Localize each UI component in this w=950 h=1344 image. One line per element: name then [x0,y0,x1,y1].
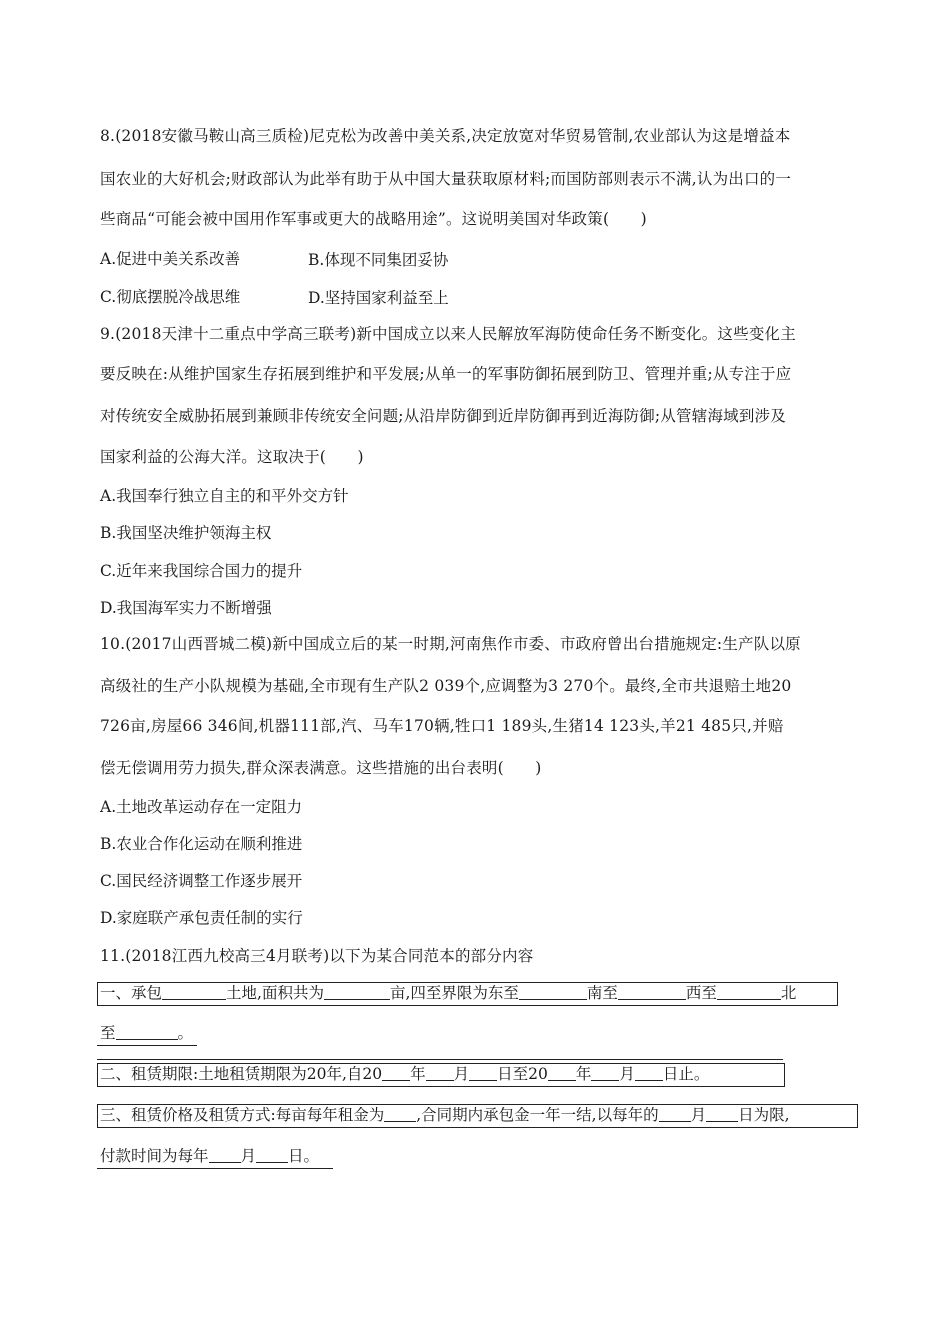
s2-text-a: 二、租赁期限:土地租赁期限为20年,自20 [100,1065,383,1083]
s2-text-d: 日至20 [497,1065,548,1083]
west-blank[interactable] [717,984,781,1000]
q8-line-3: 些商品“可能会被中国用作军事或更大的战略用途”。这说明美国对华政策( ) [100,210,647,228]
q10-line-1: 10.(2017山西晋城二模)新中国成立后的某一时期,河南焦作市委、市政府曾出台措施规定:生产队以原 [100,635,801,653]
s3-text-e: 付款时间为每年 [100,1147,209,1165]
north-blank[interactable] [116,1024,178,1040]
contract-section-1-line-2 [100,1022,193,1044]
s2-text-b: 年 [410,1065,426,1083]
s2-text-e: 年 [575,1065,592,1083]
q9-option-b: B.我国坚决维护领海主权 [100,524,272,542]
s1-text-d: 南至 [586,984,618,1002]
s2-text-c: 月 [453,1065,470,1083]
s2-text-f: 月 [619,1065,635,1083]
q10-option-d: D.家庭联产承包责任制的实行 [100,909,303,927]
q10-option-b: B.农业合作化运动在顺利推进 [100,835,303,853]
section-2-top-rule [97,1059,783,1060]
rent-blank[interactable] [384,1106,416,1122]
q10-option-a: A.土地改革运动存在一定阻力 [100,798,303,816]
s3-text-b: ,合同期内承包金一年一结,以每年的 [416,1106,659,1124]
s1-text-e: 西至 [685,984,717,1002]
s3-text-f: 月 [240,1147,257,1165]
end-year-blank[interactable] [548,1065,576,1081]
s3-text-d: 日为限, [738,1106,790,1124]
deadline-day-blank[interactable] [706,1106,738,1122]
q8-line-1: 8.(2018安徽马鞍山高三质检)尼克松为改善中美关系,决定放宽对华贸易管制,农业部认为这是增益本 [100,127,791,145]
s3-text-a: 三、租赁价格及租赁方式:每亩每年租金为 [100,1106,385,1124]
s1-text-g: 至 [100,1024,116,1042]
q9-option-c: C.近年来我国综合国力的提升 [100,562,303,580]
q10-line-2: 高级社的生产小队规模为基础,全市现有生产队2 039个,应调整为3 270个。最终,全市共退赔土地20 [100,677,792,695]
s3-text-c: 月 [690,1106,707,1124]
section-1-underline [97,1045,197,1046]
south-blank[interactable] [618,984,686,1000]
q8-option-d: D.坚持国家利益至上 [308,289,449,307]
q11-line-1: 11.(2018江西九校高三4月联考)以下为某合同范本的部分内容 [100,947,534,965]
q10-line-4: 偿无偿调用劳力损失,群众深表满意。这些措施的出台表明( ) [100,759,542,777]
start-year-blank[interactable] [382,1065,410,1081]
end-month-blank[interactable] [591,1065,619,1081]
pay-day-blank[interactable] [256,1147,288,1163]
s1-text-b: 土地,面积共为 [226,984,324,1002]
s1-text-a: 一、承包 [100,984,163,1002]
area-blank[interactable] [324,984,390,1000]
section-3-underline [97,1168,333,1169]
start-day-blank[interactable] [469,1065,497,1081]
contract-section-3-line-1 [100,1104,790,1126]
start-month-blank[interactable] [426,1065,454,1081]
s2-text-g: 日止。 [662,1065,710,1083]
s1-text-f: 北 [780,984,797,1002]
q8-option-c: C.彻底摆脱冷战思维 [100,288,241,306]
q9-line-1: 9.(2018天津十二重点中学高三联考)新中国成立以来人民解放军海防使命任务不断变化。这些变化主 [100,325,796,343]
end-day-blank[interactable] [635,1065,663,1081]
land-blank[interactable] [162,984,226,1000]
s1-text-c: 亩,四至界限为东至 [389,984,519,1002]
s3-text-g: 日。 [288,1147,320,1165]
s1-text-h: 。 [177,1024,194,1042]
q8-option-b: B.体现不同集团妥协 [308,251,449,269]
q10-option-c: C.国民经济调整工作逐步展开 [100,872,303,890]
deadline-month-blank[interactable] [659,1106,691,1122]
contract-section-3-line-2 [100,1145,319,1167]
q10-line-3: 726亩,房屋66 346间,机器111部,汽、马车170辆,牲口1 189头,生猪14 123头,羊21 485只,并赔 [100,717,784,735]
q9-line-3: 对传统安全威胁拓展到兼顾非传统安全问题;从沿岸防御到近岸防御再到近海防御;从管辖海域到涉及 [100,407,786,425]
q8-line-2: 国农业的大好机会;财政部认为此举有助于从中国大量获取原材料;而国防部则表示不满,认为出口的一 [100,170,792,188]
contract-section-2-line [100,1063,709,1085]
east-blank[interactable] [519,984,587,1000]
q9-line-4: 国家利益的公海大洋。这取决于( ) [100,448,364,466]
q8-option-a: A.促进中美关系改善 [100,250,241,268]
contract-section-1-line-1 [100,982,796,1004]
q9-line-2: 要反映在:从维护国家生存拓展到维护和平发展;从单一的军事防御拓展到防卫、管理并重;从专注于应 [100,365,792,383]
pay-month-blank[interactable] [209,1147,241,1163]
q9-option-d: D.我国海军实力不断增强 [100,599,272,617]
q9-option-a: A.我国奉行独立自主的和平外交方针 [100,487,349,505]
